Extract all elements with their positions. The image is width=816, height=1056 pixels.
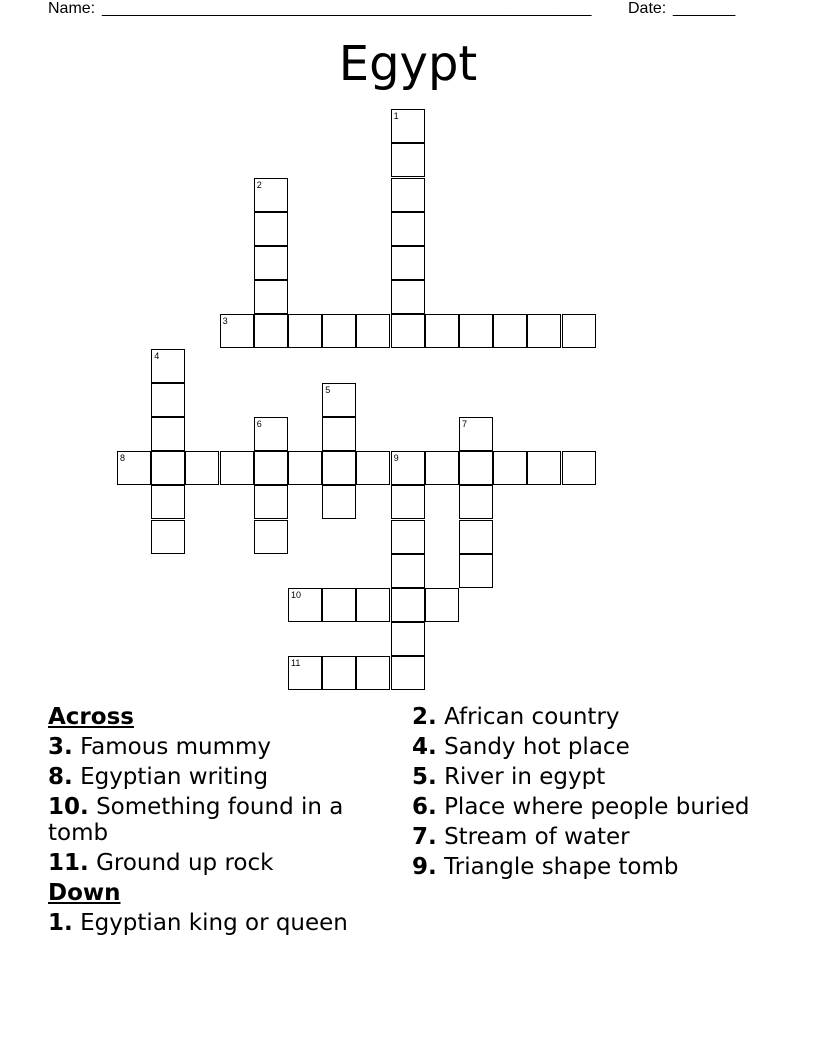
clue-number: 11. — [48, 850, 89, 876]
cell-number: 1 — [393, 111, 399, 122]
down-heading: Down — [48, 880, 121, 906]
crossword-cell[interactable] — [322, 383, 356, 417]
clue-text: Egyptian writing — [80, 764, 269, 790]
crossword-cell[interactable] — [391, 109, 425, 143]
clue-number: 5. — [412, 764, 437, 790]
crossword-cell[interactable] — [459, 451, 493, 485]
crossword-cell[interactable] — [322, 314, 356, 348]
clue-down-1 — [48, 910, 388, 936]
crossword-cell[interactable] — [459, 520, 493, 554]
crossword-cell[interactable] — [254, 280, 288, 314]
clue-number: 9. — [412, 854, 437, 880]
cell-number: 9 — [393, 453, 399, 464]
clue-text: Stream of water — [444, 824, 630, 850]
crossword-cell[interactable] — [562, 314, 596, 348]
clue-down-6 — [412, 794, 752, 820]
crossword-cell[interactable] — [356, 314, 390, 348]
crossword-cell[interactable] — [254, 451, 288, 485]
clue-across-11 — [48, 850, 388, 876]
clues-right-column — [412, 704, 752, 884]
cell-number: 5 — [325, 384, 331, 395]
clue-number: 2. — [412, 704, 437, 730]
crossword-cell[interactable] — [151, 383, 185, 417]
crossword-cell[interactable] — [391, 143, 425, 177]
cell-number: 2 — [256, 179, 262, 190]
clue-number: 1. — [48, 910, 73, 936]
crossword-cell[interactable] — [527, 451, 561, 485]
crossword-cell[interactable] — [459, 417, 493, 451]
clues-left-column — [48, 704, 388, 940]
crossword-cell[interactable] — [391, 656, 425, 690]
cell-number: 11 — [291, 658, 301, 669]
crossword-cell[interactable] — [356, 588, 390, 622]
clue-text: Famous mummy — [80, 734, 272, 760]
clue-down-9 — [412, 854, 752, 880]
crossword-cell[interactable] — [391, 520, 425, 554]
clue-text: Place where people buried — [444, 794, 750, 820]
crossword-cell[interactable] — [391, 212, 425, 246]
crossword-cell[interactable] — [391, 246, 425, 280]
crossword-cell[interactable] — [288, 588, 322, 622]
crossword-cell[interactable] — [391, 485, 425, 519]
crossword-cell[interactable] — [459, 554, 493, 588]
clue-across-10 — [48, 794, 388, 846]
clue-text: River in egypt — [444, 764, 606, 790]
crossword-cell[interactable] — [151, 349, 185, 383]
across-heading: Across — [48, 704, 134, 730]
date-label: Date: — [628, 0, 667, 17]
crossword-cell[interactable] — [391, 554, 425, 588]
crossword-cell[interactable] — [527, 314, 561, 348]
clue-down-2 — [412, 704, 752, 730]
crossword-cell[interactable] — [391, 178, 425, 212]
crossword-cell[interactable] — [254, 178, 288, 212]
clue-across-8 — [48, 764, 388, 790]
clue-text: Triangle shape tomb — [444, 854, 679, 880]
crossword-cell[interactable] — [425, 451, 459, 485]
clue-text: Something found in a tomb — [48, 794, 344, 846]
cell-number: 7 — [462, 419, 468, 429]
clue-text: Ground up rock — [96, 850, 274, 876]
cell-number: 4 — [154, 350, 160, 361]
clue-text: Egyptian king or queen — [80, 910, 348, 936]
crossword-cell[interactable] — [254, 212, 288, 246]
crossword-cell[interactable] — [493, 451, 527, 485]
crossword-cell[interactable] — [562, 451, 596, 485]
clue-down-7 — [412, 824, 752, 850]
clue-across-3 — [48, 734, 388, 760]
crossword-cell[interactable] — [459, 485, 493, 519]
clue-down-4 — [412, 734, 752, 760]
name-blank-line[interactable]: _______________________________________________________ — [102, 0, 592, 17]
clue-text: Sandy hot place — [444, 734, 630, 760]
crossword-cell[interactable] — [322, 417, 356, 451]
crossword-cell[interactable] — [151, 451, 185, 485]
clue-down-5 — [412, 764, 752, 790]
page-title: Egypt — [338, 36, 478, 92]
crossword-cell[interactable] — [254, 417, 288, 451]
crossword-cell[interactable] — [425, 588, 459, 622]
crossword-cell[interactable] — [391, 280, 425, 314]
crossword-cell[interactable] — [288, 451, 322, 485]
crossword-cell[interactable] — [151, 417, 185, 451]
clue-number: 6. — [412, 794, 437, 820]
clue-number: 8. — [48, 764, 73, 790]
crossword-cell[interactable] — [117, 451, 151, 485]
name-label: Name: — [48, 0, 96, 17]
crossword-cell[interactable] — [254, 314, 288, 348]
crossword-cell[interactable] — [493, 314, 527, 348]
crossword-cell[interactable] — [185, 451, 219, 485]
clue-text: African country — [444, 704, 620, 730]
crossword-cell[interactable] — [391, 622, 425, 656]
crossword-cell[interactable] — [459, 314, 493, 348]
crossword-cell[interactable] — [322, 451, 356, 485]
crossword-cell[interactable] — [288, 314, 322, 348]
clue-number: 7. — [412, 824, 437, 850]
crossword-cell[interactable] — [220, 314, 254, 348]
crossword-cell[interactable] — [254, 520, 288, 554]
crossword-cell[interactable] — [288, 656, 322, 690]
crossword-cell[interactable] — [391, 314, 425, 348]
crossword-cell[interactable] — [356, 656, 390, 690]
cell-number: 8 — [120, 453, 126, 464]
crossword-cell[interactable] — [322, 588, 356, 622]
crossword-cell[interactable] — [322, 485, 356, 519]
crossword-cell[interactable] — [356, 451, 390, 485]
crossword-cell[interactable] — [254, 485, 288, 519]
cell-number: 3 — [222, 316, 228, 327]
cell-number: 10 — [291, 590, 302, 600]
crossword-cell[interactable] — [391, 588, 425, 622]
crossword-cell[interactable] — [322, 656, 356, 690]
crossword-cell[interactable] — [151, 485, 185, 519]
crossword-cell[interactable] — [220, 451, 254, 485]
crossword-cell[interactable] — [151, 520, 185, 554]
clue-number: 4. — [412, 734, 437, 760]
clue-number: 10. — [48, 794, 89, 820]
crossword-cell[interactable] — [391, 451, 425, 485]
crossword-cell[interactable] — [425, 314, 459, 348]
date-blank-line[interactable]: _______ — [673, 0, 736, 17]
clue-number: 3. — [48, 734, 73, 760]
cell-number: 6 — [256, 419, 262, 429]
crossword-cell[interactable] — [254, 246, 288, 280]
